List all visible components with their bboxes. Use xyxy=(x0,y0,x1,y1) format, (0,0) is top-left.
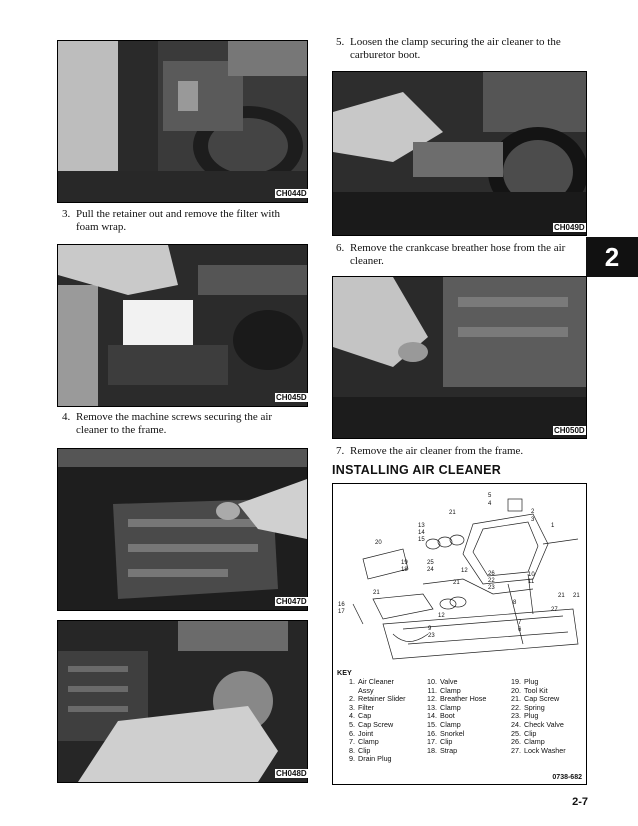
photo-breather-hose xyxy=(332,276,587,439)
key-item-number: 26. xyxy=(511,737,521,747)
key-item-label: Retainer Slider xyxy=(358,694,406,704)
step-text: Pull the retainer out and remove the filter with xyxy=(76,208,281,220)
diagram-callout: 18 xyxy=(401,567,408,573)
step-4 xyxy=(62,411,306,437)
step-3 xyxy=(62,208,306,234)
key-item xyxy=(341,755,406,764)
key-item-label: Clamp xyxy=(440,685,461,695)
step-text-cont: cleaner to the frame. xyxy=(76,424,167,436)
key-title: KEY xyxy=(337,668,352,677)
key-item-label: Air Cleaner xyxy=(358,677,394,686)
step-text: Remove the air cleaner from the frame. xyxy=(350,445,524,457)
diagram-code: 0738-682 xyxy=(552,774,582,781)
photo-air-cleaner-top xyxy=(57,40,308,203)
exploded-diagram xyxy=(332,483,587,785)
key-item-number: 27. xyxy=(511,745,521,755)
diagram-callout: 21 xyxy=(558,593,565,599)
key-item-label: Joint xyxy=(358,728,374,738)
diagram-callout: 2 xyxy=(531,509,535,515)
diagram-drawing xyxy=(333,484,586,669)
diagram-callout: 15 xyxy=(418,537,425,543)
key-item-label: Lock Washer xyxy=(524,745,566,755)
key-item-label: Plug xyxy=(524,677,539,686)
diagram-callout: 25 xyxy=(427,560,434,566)
key-item-number: 25. xyxy=(511,728,521,738)
diagram-callout: 7 xyxy=(518,620,522,626)
key-item-number: 23. xyxy=(511,711,521,721)
key-item-label: Clamp xyxy=(524,737,545,747)
step-text: Remove the crankcase breather hose from the air xyxy=(350,242,566,254)
step-text-cont: carburetor boot. xyxy=(350,49,421,61)
diagram-callout: 12 xyxy=(461,568,468,574)
key-item-label: Plug xyxy=(524,711,539,721)
key-item-label: Cap Screw xyxy=(524,694,560,704)
diagram-callout: 11 xyxy=(528,579,535,585)
diagram-callout: 12 xyxy=(438,613,445,619)
photo-image xyxy=(58,41,307,202)
photo-code: CH050D xyxy=(554,426,585,435)
diagram-callout: 13 xyxy=(418,523,425,529)
key-item-number: 21. xyxy=(511,694,521,704)
key-item-number: 17. xyxy=(427,737,437,747)
diagram-callout: 21 xyxy=(453,580,460,586)
key-item-label: Boot xyxy=(440,711,455,721)
key-item-label: Clamp xyxy=(358,737,379,747)
key-item-label: Drain Plug xyxy=(358,754,392,764)
diagram-callout: 17 xyxy=(338,609,345,615)
key-item-label: Filter xyxy=(358,702,374,712)
photo-machine-screws xyxy=(57,448,308,611)
diagram-callout: 5 xyxy=(488,493,492,499)
photo-carburetor-boot xyxy=(332,71,587,236)
step-number: 5. xyxy=(336,36,345,48)
key-item-label: Clamp xyxy=(440,719,461,729)
key-item xyxy=(507,747,566,756)
step-6 xyxy=(336,242,582,268)
diagram-callout: 1 xyxy=(551,523,555,529)
step-number: 4. xyxy=(62,411,71,423)
diagram-labels xyxy=(338,493,580,639)
diagram-callout: 21 xyxy=(449,510,456,516)
diagram-callout: 22 xyxy=(488,578,495,584)
diagram-callout: 6 xyxy=(518,627,522,633)
key-item-label: Clip xyxy=(358,745,371,755)
diagram-callout: 27 xyxy=(551,607,558,613)
step-text: Loosen the clamp securing the air cleaner to the xyxy=(350,36,561,48)
key-item-number: 8. xyxy=(349,745,355,755)
photo-image xyxy=(58,621,307,782)
step-number: 7. xyxy=(336,445,345,457)
key-item-number: 14. xyxy=(427,711,437,721)
key-item-label: Tool Kit xyxy=(524,685,548,695)
key-item-label: Breather Hose xyxy=(440,694,487,704)
diagram-callout: 14 xyxy=(418,530,425,536)
step-text-cont: cleaner. xyxy=(350,255,384,267)
diagram-callout: 26 xyxy=(488,571,495,577)
step-number: 6. xyxy=(336,242,345,254)
key-item-number: 19. xyxy=(511,677,521,686)
key-item-number: 9. xyxy=(349,754,355,764)
key-item-label: Clip xyxy=(524,728,537,738)
diagram-callout: 9 xyxy=(428,626,432,632)
step-5 xyxy=(336,36,582,62)
key-item-label: Valve xyxy=(440,677,458,686)
section-heading: INSTALLING AIR CLEANER xyxy=(332,463,502,477)
key-item-number: 10. xyxy=(427,677,437,686)
key-item-number: 24. xyxy=(511,719,521,729)
diagram-callout: 21 xyxy=(573,593,580,599)
diagram-callout: 24 xyxy=(427,567,434,573)
diagram-key xyxy=(337,668,583,764)
key-item-number: 7. xyxy=(349,737,355,747)
diagram-callout: 8 xyxy=(513,600,517,606)
key-item-number: 22. xyxy=(511,702,521,712)
photo-image xyxy=(58,245,307,406)
key-item-label: Snorkel xyxy=(440,728,465,738)
diagram-callout: 16 xyxy=(338,602,345,608)
diagram-callout: 19 xyxy=(401,560,408,566)
key-item-number: 6. xyxy=(349,728,355,738)
key-item-number: 11. xyxy=(427,685,437,695)
key-column-2 xyxy=(423,678,486,755)
key-item-number: 18. xyxy=(427,745,437,755)
chapter-tab: 2 xyxy=(586,237,638,277)
photo-code: CH048D xyxy=(276,769,307,778)
key-item-label: Cap Screw xyxy=(358,719,394,729)
step-7 xyxy=(336,445,582,458)
photo-filter-removal xyxy=(57,244,308,407)
step-number: 3. xyxy=(62,208,71,220)
page-number: 2-7 xyxy=(572,796,588,808)
key-item-number: 12. xyxy=(427,694,437,704)
key-item-number: 5. xyxy=(349,719,355,729)
key-item-number: 16. xyxy=(427,728,437,738)
photo-code: CH045D xyxy=(276,393,307,402)
key-item-number: 3. xyxy=(349,702,355,712)
diagram-callout: 3 xyxy=(531,517,535,523)
step-text-cont: foam wrap. xyxy=(76,221,127,233)
key-item-number: 20. xyxy=(511,685,521,695)
diagram-callout: 4 xyxy=(488,501,492,507)
key-item-number: 4. xyxy=(349,711,355,721)
diagram-callout: 21 xyxy=(373,590,380,596)
key-item-number: 1. xyxy=(349,677,355,686)
key-item-label: Clamp xyxy=(440,702,461,712)
step-text: Remove the machine screws securing the air xyxy=(76,411,273,423)
key-item-number: 15. xyxy=(427,719,437,729)
photo-image xyxy=(58,449,307,610)
diagram-callout: 10 xyxy=(528,572,535,578)
key-item-number: 13. xyxy=(427,702,437,712)
key-item-label: Assy xyxy=(358,685,374,695)
photo-image xyxy=(333,72,586,235)
photo-code: CH044D xyxy=(276,189,307,198)
diagram-callout: 23 xyxy=(428,633,435,639)
key-item-label: Spring xyxy=(524,702,545,712)
key-item-label: Clip xyxy=(440,737,453,747)
key-item-label: Check Valve xyxy=(524,719,564,729)
key-item-label: Strap xyxy=(440,745,458,755)
key-column-1 xyxy=(341,678,406,764)
photo-code: CH047D xyxy=(276,597,307,606)
diagram-callout: 20 xyxy=(375,540,382,546)
photo-code: CH049D xyxy=(554,223,585,232)
photo-image xyxy=(333,277,586,438)
key-item xyxy=(423,747,486,756)
key-column-3 xyxy=(507,678,566,755)
key-item-label: Cap xyxy=(358,711,372,721)
photo-clamp-wrench xyxy=(57,620,308,783)
diagram-callout: 23 xyxy=(488,585,495,591)
key-item-number: 2. xyxy=(349,694,355,704)
